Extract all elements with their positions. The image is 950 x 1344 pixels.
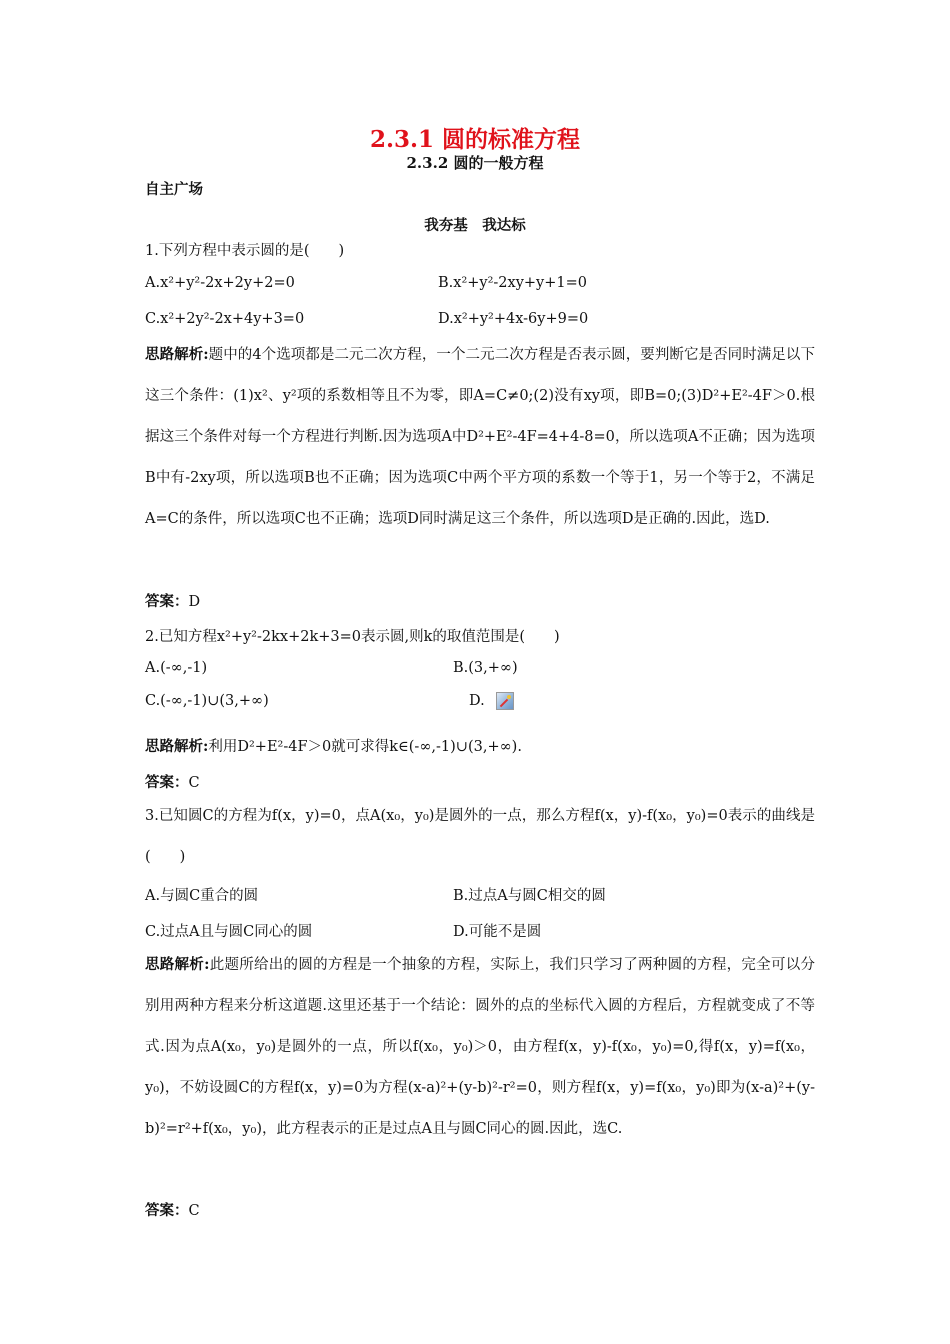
question-2-option-a: A.(-∞,-1) <box>145 660 208 676</box>
question-3-analysis <box>145 944 815 1150</box>
question-1-option-c: C.x²+2y²-2x+4y+3=0 <box>145 311 305 327</box>
analysis-text: 题中的4个选项都是二元二次方程，一个二元二次方程是否表示圆，要判断它是否同时满足以下这三个条件：(1)x²、y²项的系数相等且不为零，即A=C≠0;(2)没有xy项，即B=0;(3)D²+E²-4F＞0.根据这三个条件对每一个方程进行判断.因为选项A中D²+E²-4F=4+4-8=0，所以选项A不正确；因为选项B中有-2xy项，所以选项B也不正确；因为选项C中两个平方项的系数一个等于1，另一个等于2，不满足A=C的条件，所以选项C也不正确；选项D同时满足这三个条件，所以选项D是正确的.因此，选D. <box>145 347 815 527</box>
question-3-option-a: A.与圆C重合的圆 <box>145 888 259 904</box>
question-1-analysis <box>145 334 815 540</box>
question-2-option-c: C.(-∞,-1)∪(3,+∞) <box>145 693 269 709</box>
question-2-stem: 2.已知方程x²+y²-2kx+2k+3=0表示圆,则k的取值范围是( ) <box>145 629 560 645</box>
question-3-option-d: D.可能不是圆 <box>453 924 542 940</box>
subsection-heading: 我夯基 我达标 <box>424 217 526 234</box>
answer-label: 答案： <box>145 1202 189 1219</box>
analysis-label: 思路解析: <box>145 956 210 973</box>
question-1-option-b: B.x²+y²-2xy+y+1=0 <box>438 275 587 291</box>
answer-label: 答案： <box>145 774 189 791</box>
question-3-stem: 3.已知圆C的方程为f(x，y)=0，点A(x₀，y₀)是圆外的一点，那么方程f(x，y)-f(x₀，y₀)=0表示的曲线是( ) <box>145 808 815 865</box>
answer-value: D <box>188 594 201 610</box>
analysis-label: 思路解析: <box>145 346 209 363</box>
question-3-option-b: B.过点A与圆C相交的圆 <box>453 888 606 904</box>
analysis-label: 思路解析: <box>145 738 209 755</box>
page-subtitle: 2.3.2 圆的一般方程 <box>406 154 544 172</box>
question-3-answer <box>145 1199 200 1220</box>
section-heading: 自主广场 <box>145 181 203 198</box>
analysis-text: 此题所给出的圆的方程是一个抽象的方程，实际上，我们只学习了两种圆的方程，完全可以分别用两种方程来分析这道题.这里还基于一个结论：圆外的点的坐标代入圆的方程后，方程就变成了不等式.因为点A(x₀，y₀)是圆外的一点，所以f(x₀，y₀)＞0，由方程f(x，y)-f(x₀，y₀)=0,得f(x，y)=f(x₀，y₀)，不妨设圆C的方程f(x，y)=0为方程(x-a)²+(y-b)²-r²=0，则方程f(x，y)=f(x₀，y₀)即为(x-a)²+(y-b)²=r²+f(x₀，y₀)，此方程表示的正是过点A且与圆C同心的圆.因此，选C. <box>145 957 815 1137</box>
answer-label: 答案： <box>145 593 189 610</box>
question-1-option-a: A.x²+y²-2x+2y+2=0 <box>145 275 295 291</box>
answer-value: C <box>188 1203 200 1219</box>
question-3-option-c: C.过点A且与圆C同心的圆 <box>145 924 313 940</box>
broken-image-icon <box>496 692 514 710</box>
page-title: 2.3.1 圆的标准方程 <box>369 126 581 153</box>
question-1-option-d: D.x²+y²+4x-6y+9=0 <box>438 311 589 327</box>
question-2-answer <box>145 771 200 792</box>
question-2-option-b: B.(3,+∞) <box>453 660 518 676</box>
question-2-option-d: D. <box>469 693 485 709</box>
analysis-text: 利用D²+E²-4F＞0就可求得k∈(-∞,-1)∪(3,+∞). <box>208 739 522 755</box>
question-2-analysis <box>145 735 522 756</box>
question-1-stem: 1.下列方程中表示圆的是( ) <box>145 243 345 259</box>
question-1-answer <box>145 590 200 611</box>
answer-value: C <box>188 775 200 791</box>
